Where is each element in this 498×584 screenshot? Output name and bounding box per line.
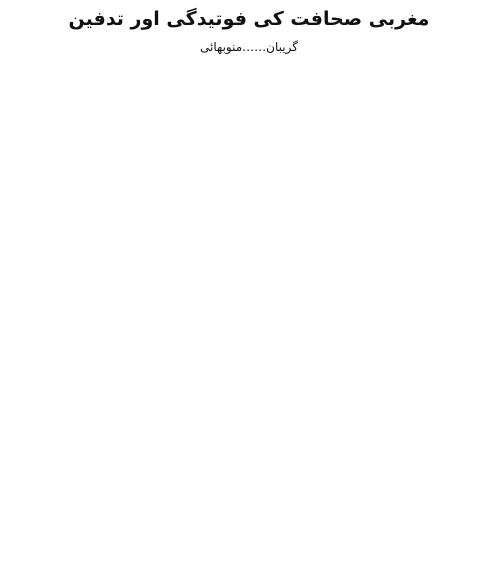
column-headline: مغربی صحافت کی فوتیدگی اور تدفین — [68, 8, 430, 30]
column-byline: گریبان……منوبھائی — [200, 40, 298, 54]
column-body — [6, 64, 492, 584]
